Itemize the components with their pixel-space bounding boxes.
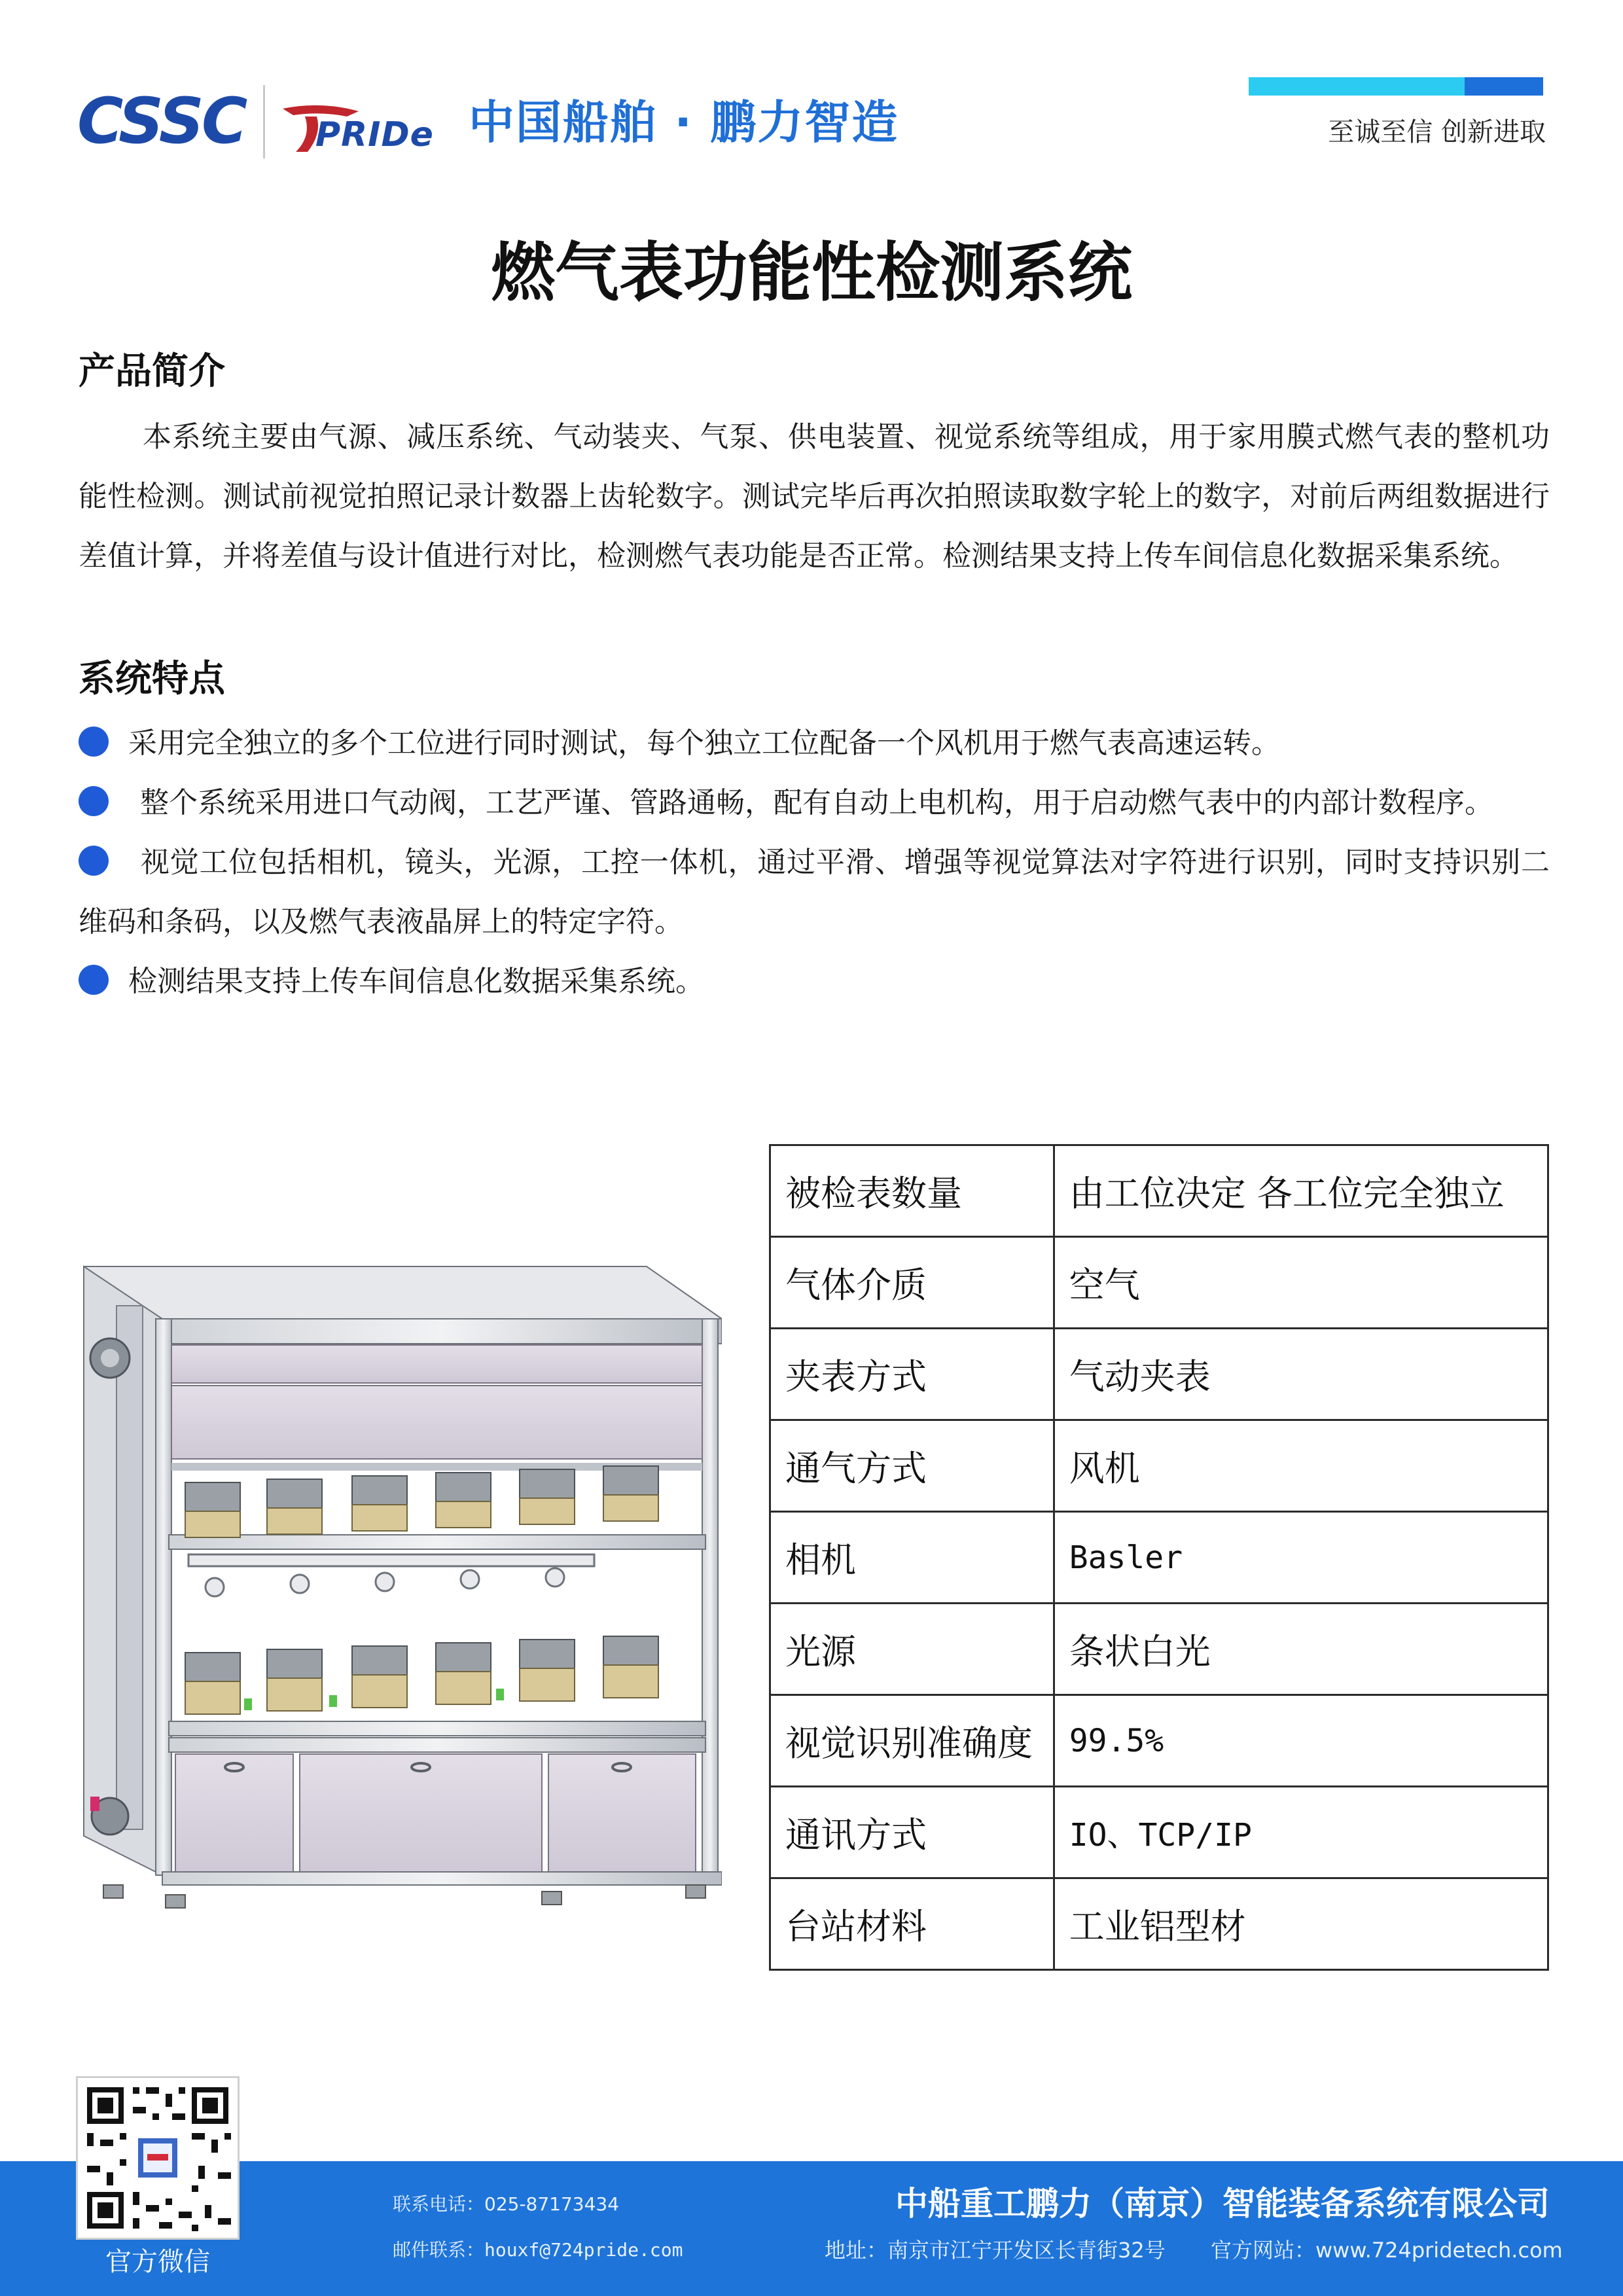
- feature-text: 视觉工位包括相机，镜头，光源，工控一体机，通过平滑、增强等视觉算法对字符进行识别，同时支持识别二维码和条码，以及燃气表液晶屏上的特定字符。: [79, 846, 1550, 939]
- intro-paragraph: 本系统主要由气源、减压系统、气动装夹、气泵、供电装置、视觉系统等组成，用于家用膜式燃气表的整机功能性检测。测试前视觉拍照记录计数器上齿轮数字。测试完毕后再次拍照读取数字轮上的数字，对前后两组数据进行差值计算，并将差值与设计值进行对比，检测燃气表功能是否正常。检测结果支持上传车间信息化数据采集系统。: [79, 420, 1550, 573]
- contact-phone: 联系电话：025-87173434: [393, 2193, 620, 2215]
- table-row: [770, 1878, 1548, 1970]
- feature-item: [79, 773, 1550, 833]
- spec-label: 夹表方式: [770, 1329, 1054, 1420]
- logo-divider: [263, 85, 265, 158]
- table-row: [770, 1787, 1548, 1878]
- company-name: 中船重工鹏力（南京）智能装备系统有限公司: [895, 2185, 1550, 2223]
- feature-item: [79, 952, 1550, 1011]
- spec-value: 风机: [1054, 1420, 1548, 1512]
- spec-value: 工业铝型材: [1054, 1878, 1548, 1970]
- slogan: 至诚至信 创新进取: [1328, 117, 1546, 147]
- company-website[interactable]: 官方网站：www.724pridetech.com: [1211, 2238, 1563, 2263]
- table-row: [770, 1604, 1548, 1695]
- spec-value: 气动夹表: [1054, 1329, 1548, 1420]
- qr-code[interactable]: [76, 2076, 240, 2240]
- accent-bar-light: [1249, 77, 1465, 96]
- spec-label: 相机: [770, 1512, 1054, 1604]
- company-address: 地址：南京市江宁开发区长青街32号: [825, 2238, 1166, 2263]
- table-row: [770, 1512, 1548, 1604]
- spec-label: 台站材料: [770, 1878, 1054, 1970]
- feature-item: [79, 833, 1550, 952]
- spec-value: 条状白光: [1054, 1604, 1548, 1695]
- pride-logo-text: PRIDe: [315, 115, 434, 154]
- feature-text: 整个系统采用进口气动阀，工艺严谨、管路通畅，配有自动上电机构，用于启动燃气表中的内部计数程序。: [140, 786, 1493, 819]
- bullet-dot-icon: [79, 726, 109, 757]
- spec-label: 被检表数量: [770, 1145, 1054, 1237]
- bullet-dot-icon: [79, 965, 109, 995]
- pride-logo: [281, 97, 445, 156]
- machine-illustration: [77, 1247, 722, 1924]
- spec-label: 通讯方式: [770, 1787, 1054, 1878]
- spec-value: 99.5%: [1054, 1695, 1548, 1787]
- bullet-dot-icon: [79, 786, 109, 816]
- spec-value: 空气: [1054, 1237, 1548, 1329]
- footer-band: [0, 2161, 1623, 2296]
- features-heading: 系统特点: [79, 658, 225, 700]
- spec-label: 视觉识别准确度: [770, 1695, 1054, 1787]
- spec-label: 气体介质: [770, 1237, 1054, 1329]
- spec-value: IO、TCP/IP: [1054, 1787, 1548, 1878]
- qr-code-icon: [78, 2078, 238, 2238]
- bullet-dot-icon: [79, 846, 109, 876]
- cssc-logo: CSSC: [77, 84, 245, 158]
- table-row: [770, 1145, 1548, 1237]
- spec-value: 由工位决定 各工位完全独立: [1054, 1145, 1548, 1237]
- accent-bar-dark: [1465, 77, 1543, 96]
- spec-label: 通气方式: [770, 1420, 1054, 1512]
- intro-heading: 产品简介: [79, 350, 225, 393]
- spec-table: [769, 1144, 1549, 1971]
- page-title: 燃气表功能性检测系统: [490, 236, 1132, 310]
- feature-text: 检测结果支持上传车间信息化数据采集系统。: [128, 965, 704, 998]
- table-row: [770, 1329, 1548, 1420]
- contact-email[interactable]: 邮件联系：houxf@724pride.com: [393, 2239, 683, 2261]
- table-row: [770, 1420, 1548, 1512]
- qr-label: 官方微信: [105, 2247, 210, 2277]
- spec-label: 光源: [770, 1604, 1054, 1695]
- brand-title: 中国船舶 · 鹏力智造: [469, 96, 899, 149]
- table-row: [770, 1237, 1548, 1329]
- feature-item: [79, 713, 1550, 773]
- table-row: [770, 1695, 1548, 1787]
- features-list: [79, 713, 1550, 1011]
- spec-value: Basler: [1054, 1512, 1548, 1604]
- test-station-image: [77, 1247, 722, 1924]
- feature-text: 采用完全独立的多个工位进行同时测试，每个独立工位配备一个风机用于燃气表高速运转。: [128, 726, 1280, 760]
